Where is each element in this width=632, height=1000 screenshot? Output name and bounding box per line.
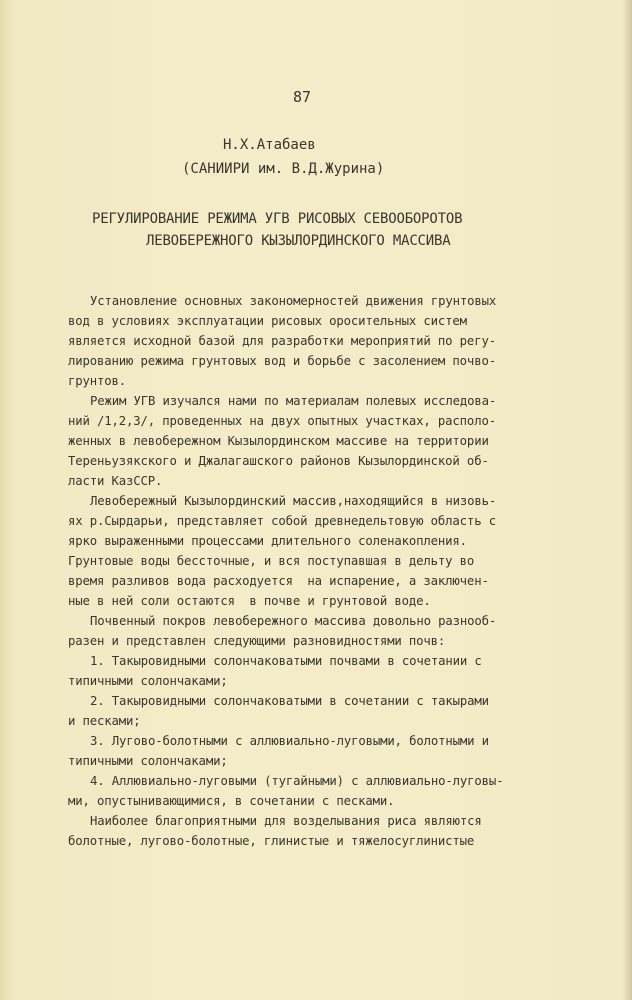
body-line: ми, опустынивающимися, в сочетании с песками.: [68, 794, 395, 808]
body-line: разен и представлен следующими разновидностями почв:: [68, 634, 446, 648]
body-line: ях р.Сырдарьи, представляет собой древнедельтовую область с: [68, 514, 496, 528]
body-line: ные в ней соли остаются в почве и грунтовой воде.: [68, 594, 431, 608]
body-line: является исходной базой для разработки мероприятий по регу-: [68, 334, 496, 348]
author-name: Н.Х.Атабаев: [223, 137, 316, 153]
body-line: 1. Такыровидными солончаковатыми почвами в сочетании с: [90, 654, 482, 668]
title-line-1: РЕГУЛИРОВАНИЕ РЕЖИМА УГВ РИСОВЫХ СЕВООБОРОТОВ: [92, 211, 463, 227]
body-line: типичными солончаками;: [68, 674, 228, 688]
body-line: Левобережный Кызылординский массив,находящийся в низовь-: [90, 494, 497, 508]
body-line: ласти КазССР.: [68, 474, 163, 488]
body-line: Наиболее благоприятными для возделывания риса являются: [90, 814, 482, 828]
body-line: Режим УГВ изучался нами по материалам полевых исследова-: [90, 394, 497, 408]
author-affiliation: (САНИИРИ им. В.Д.Журина): [182, 161, 385, 177]
body-line: болотные, лугово-болотные, глинистые и тяжелосуглинистые: [68, 834, 475, 848]
body-line: ярко выраженными процессами длительного соленакопления.: [68, 534, 467, 548]
body-line: типичными солончаками;: [68, 754, 228, 768]
body-line: время разливов вода расходуется на испарение, а заключен-: [68, 574, 489, 588]
body-line: грунтов.: [68, 374, 127, 388]
body-line: и песками;: [68, 714, 141, 728]
body-line: 4. Аллювиально-луговыми (тугайными) с аллювиально-луговы-: [90, 774, 504, 788]
body-line: вод в условиях эксплуатации рисовых оросительных систем: [68, 314, 467, 328]
title-line-2: ЛЕВОБЕРЕЖНОГО КЫЗЫЛОРДИНСКОГО МАССИВА: [146, 233, 451, 249]
body-line: Тереньузякского и Джалагашского районов Кызылординской об-: [68, 454, 489, 468]
body-line: ний /1,2,3/, проведенных на двух опытных участках, располо-: [68, 414, 496, 428]
body-line: женных в левобережном Кызылординском массиве на территории: [68, 434, 489, 448]
body-line: 3. Лугово-болотными с аллювиально-луговыми, болотными и: [90, 734, 489, 748]
page-number: 87: [293, 88, 312, 106]
body-line: 2. Такыровидными солончаковатыми в сочетании с такырами: [90, 694, 489, 708]
body-line: Установление основных закономерностей движения грунтовых: [90, 294, 497, 308]
body-line: лированию режима грунтовых вод и борьбе с засолением почво-: [68, 354, 496, 368]
body-line: Почвенный покров левобережного массива довольно разнооб-: [90, 614, 497, 628]
body-line: Грунтовые воды бессточные, и вся поступавшая в дельту во: [68, 554, 475, 568]
